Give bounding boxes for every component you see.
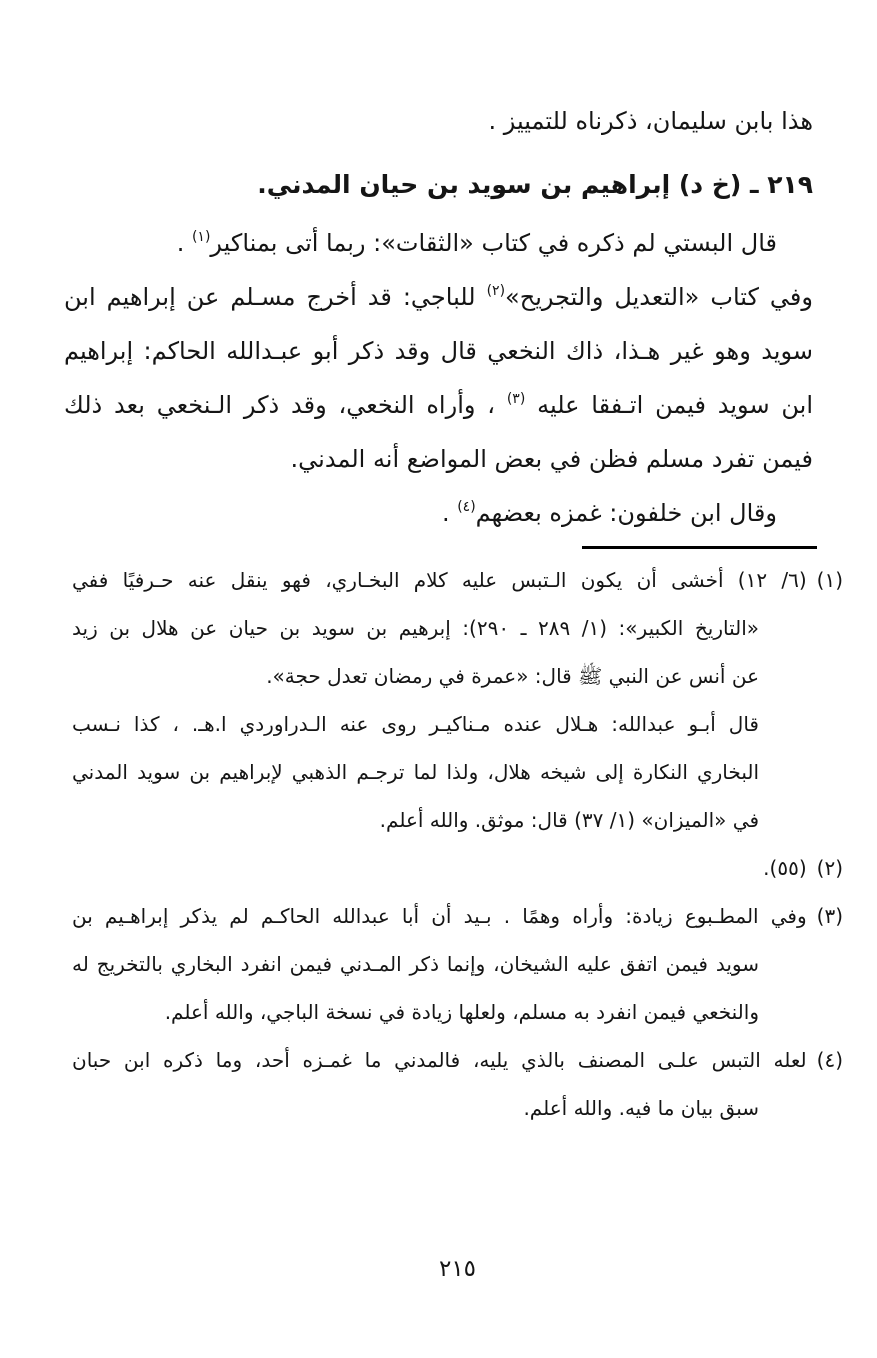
body-line-p2-3	[64, 378, 813, 432]
body-text: سويد وهو غير هـذا، ذاك النخعي قال وقد ذكر أبو عبـدالله الحاكم: إبراهيم	[64, 337, 813, 365]
body-text: فيمن تفرد مسلم فظن في بعض المواضع أنه المدني.	[290, 445, 813, 473]
body-text: للباجي: قد أخرج مسـلم عن إبراهيم ابن	[64, 283, 487, 311]
footnote-1-line-3	[72, 652, 843, 700]
intro-line	[64, 94, 813, 148]
body-line-p2-2	[64, 324, 813, 378]
footnote-1-line-5	[72, 748, 843, 796]
footnote-text: «التاريخ الكبير»: (١/ ٢٨٩ ـ ٢٩٠): إبرهيم بن سويد بن حيان عن هلال بن زيد	[72, 616, 759, 640]
footnote-2-marker: (٢)	[816, 856, 843, 880]
footnote-text: (٦/ ١٢) أخشى أن يكون الـتبس عليه كلام البخـاري، فهو ينقل عنه حـرفيًا ففي	[72, 568, 807, 592]
body-line-p1	[64, 216, 813, 270]
body-text: ابن سويد فيمن اتـفقا عليه	[525, 391, 813, 419]
body-text: وفي كتاب «التعديل والتجريح»	[505, 283, 813, 311]
footnote-text: (٥٥).	[763, 856, 807, 880]
body-line-p2-4	[64, 432, 813, 486]
footnote-ref-2: (٢)	[486, 283, 506, 299]
footnote-ref-3: (٣)	[506, 391, 526, 407]
footnote-1-marker: (١)	[816, 568, 844, 592]
footnotes-block	[72, 556, 843, 1132]
footnote-1-line-2	[72, 604, 843, 652]
main-text-block	[64, 94, 813, 540]
body-text: ، وأراه النخعي، وقد ذكر الـنخعي بعد ذلك	[64, 391, 507, 419]
footnote-separator	[582, 546, 817, 549]
footnote-text: عن أنس عن النبي ﷺ قال: «عمرة في رمضان تعدل حجة».	[266, 664, 759, 688]
footnote-1-line-1	[72, 556, 843, 604]
footnote-3-marker: (٣)	[816, 904, 843, 928]
footnote-text: البخاري النكارة إلى شيخه هلال، ولذا لما ترجـم الذهبي لإبراهيم بن سويد المدني	[72, 760, 759, 784]
page-number: ٢١٥	[438, 1256, 477, 1282]
body-text: .	[441, 499, 458, 527]
body-line-p3	[64, 486, 813, 540]
footnote-text: والنخعي فيمن انفرد به مسلم، ولعلها زيادة في نسخة الباجي، والله أعلم.	[164, 1000, 759, 1024]
footnote-text: قال أبـو عبدالله: هـلال عنده مـناكيـر روى عنه الـدراوردي ا.هـ. ، كذا نـسب	[72, 712, 759, 736]
footnote-4-line-2	[72, 1084, 843, 1132]
footnote-ref-4: (٤)	[457, 499, 476, 515]
footnote-3-line-2	[72, 940, 843, 988]
footnote-1-line-6	[72, 796, 843, 844]
body-text: .	[176, 229, 192, 257]
footnote-3-line-3	[72, 988, 843, 1036]
footnote-1-line-4	[72, 700, 843, 748]
body-line-p2-1	[64, 270, 813, 324]
footnote-4-line-1	[72, 1036, 843, 1084]
footnote-2-line-1	[72, 844, 843, 892]
body-text: وقال ابن خلفون: غمزه بعضهم	[475, 499, 777, 527]
entry-heading	[64, 154, 813, 216]
footnote-ref-1: (١)	[191, 229, 211, 245]
entry-heading-text: ٢١٩ ـ (خ د) إبراهيم بن سويد بن حيان المدني.	[257, 170, 813, 199]
intro-text: هذا بابن سليمان، ذكرناه للتمييز .	[488, 107, 813, 135]
body-text: قال البستي لم ذكره في كتاب «الثقات»: ربما أتى بمناكير	[210, 229, 777, 257]
footnote-text: لعله التبس علـى المصنف بالذي يليه، فالمدني ما غمـزه أحد، وما ذكره ابن حبان	[72, 1048, 807, 1072]
footnote-text: في «الميزان» (١/ ٣٧) قال: موثق. والله أعلم.	[379, 808, 759, 832]
footnote-text: سويد فيمن اتفق عليه الشيخان، وإنما ذكر المـدني فيمن انفرد البخاري بالتخريج له	[72, 952, 759, 976]
footnote-3-line-1	[72, 892, 843, 940]
footnote-4-marker: (٤)	[816, 1048, 843, 1072]
footnote-text: سبق بيان ما فيه. والله أعلم.	[523, 1096, 759, 1120]
footnote-text: وفي المطـبوع زيادة: وأراه وهمًا . بـيد أن أبا عبدالله الحاكـم لم يذكر إبراهـيم بن	[72, 904, 807, 928]
